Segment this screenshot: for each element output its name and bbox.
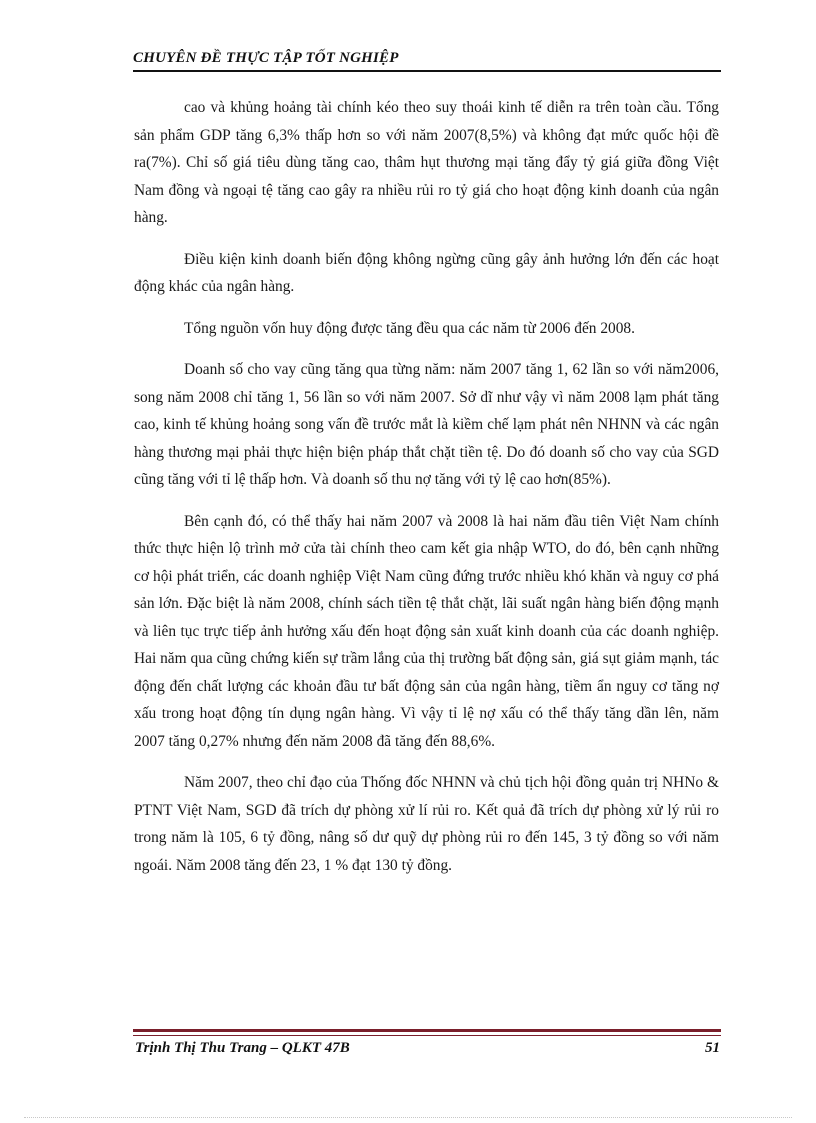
paragraph-3: Tổng nguồn vốn huy động được tăng đều qua các năm từ 2006 đến 2008. <box>184 319 635 337</box>
footer-author: Trịnh Thị Thu Trang – QLKT 47B <box>135 1040 350 1056</box>
page-header <box>133 48 721 72</box>
paragraph-6: Năm 2007, theo chỉ đạo của Thống đốc NHNN và chủ tịch hội đồng quản trị NHNo & PTNT Việt Nam, SGD đã trích dự phòng xử lí rủi ro. Kết quả đã trích dự phòng xử lý rủi ro trong năm là 105, 6 tỷ đồng, nâng số dư quỹ dự phòng rủi ro đến 145, 3 tỷ đồng so với năm ngoái. Năm 2008 tăng đến 23, 1 % đạt 130 tỷ đồng. <box>134 774 719 874</box>
header-title: CHUYÊN ĐỀ THỰC TẬP TỐT NGHIỆP <box>133 50 399 66</box>
paragraph-5: Bên cạnh đó, có thể thấy hai năm 2007 và 2008 là hai năm đầu tiên Việt Nam chính thức thực hiện lộ trình mở cửa tài chính theo cam kết gia nhập WTO, do đó, bên cạnh những cơ hội phát triển, các doanh nghiệp Việt Nam cũng đứng trước nhiều khó khăn và nguy cơ phá sản lớn. Đặc biệt là năm 2008, chính sách tiền tệ thắt chặt, lãi suất ngân hàng biến động mạnh và liên tục trực tiếp ảnh hưởng xấu đến hoạt động sản xuất kinh doanh của các doanh nghiệp. Hai năm qua cũng chứng kiến sự trầm lắng của thị trường bất động sản, giá sụt giảm mạnh, tác động đến chất lượng các khoản đầu tư bất động sản của ngân hàng, tiềm ẩn nguy cơ tăng nợ xấu trong hoạt động tín dụng ngân hàng. Vì vậy tỉ lệ nợ xấu có thể thấy tăng dần lên, năm 2007 tăng 0,27% nhưng đến năm 2008 đã tăng đến 88,6%. <box>134 512 719 750</box>
page-bottom-border <box>24 1117 792 1118</box>
paragraph-2: Điều kiện kinh doanh biến động không ngừng cũng gây ảnh hưởng lớn đến các hoạt động khác của ngân hàng. <box>134 250 719 295</box>
paragraph-1: cao và khủng hoảng tài chính kéo theo suy thoái kinh tế diễn ra trên toàn cầu. Tổng sản phẩm GDP tăng 6,3% thấp hơn so với năm 2007(8,5%) và không đạt mức quốc hội đề ra(7%). Chỉ số giá tiêu dùng tăng cao, thâm hụt thương mại tăng đẩy tỷ giá giữa đồng Việt Nam đồng và ngoại tệ tăng cao gây ra nhiều rủi ro tỷ giá cho hoạt động kinh doanh của ngân hàng. <box>134 99 719 226</box>
page-number: 51 <box>705 1040 720 1056</box>
paragraph-4: Doanh số cho vay cũng tăng qua từng năm: năm 2007 tăng 1, 62 lần so với năm2006, song năm 2008 chỉ tăng 1, 56 lần so với năm 2007. Sở dĩ như vậy vì năm 2008 lạm phát tăng cao, kinh tế khủng hoảng song vấn đề trước mắt là kiềm chế lạm phát nên NHNN và các ngân hàng thương mại phải thực hiện biện pháp thắt chặt tiền tệ. Do đó doanh số cho vay của SGD cũng tăng với tỉ lệ thấp hơn. Và doanh số thu nợ tăng với tỷ lệ cao hơn(85%). <box>134 361 719 488</box>
footer-divider <box>133 1029 721 1036</box>
document-body <box>134 94 719 893</box>
